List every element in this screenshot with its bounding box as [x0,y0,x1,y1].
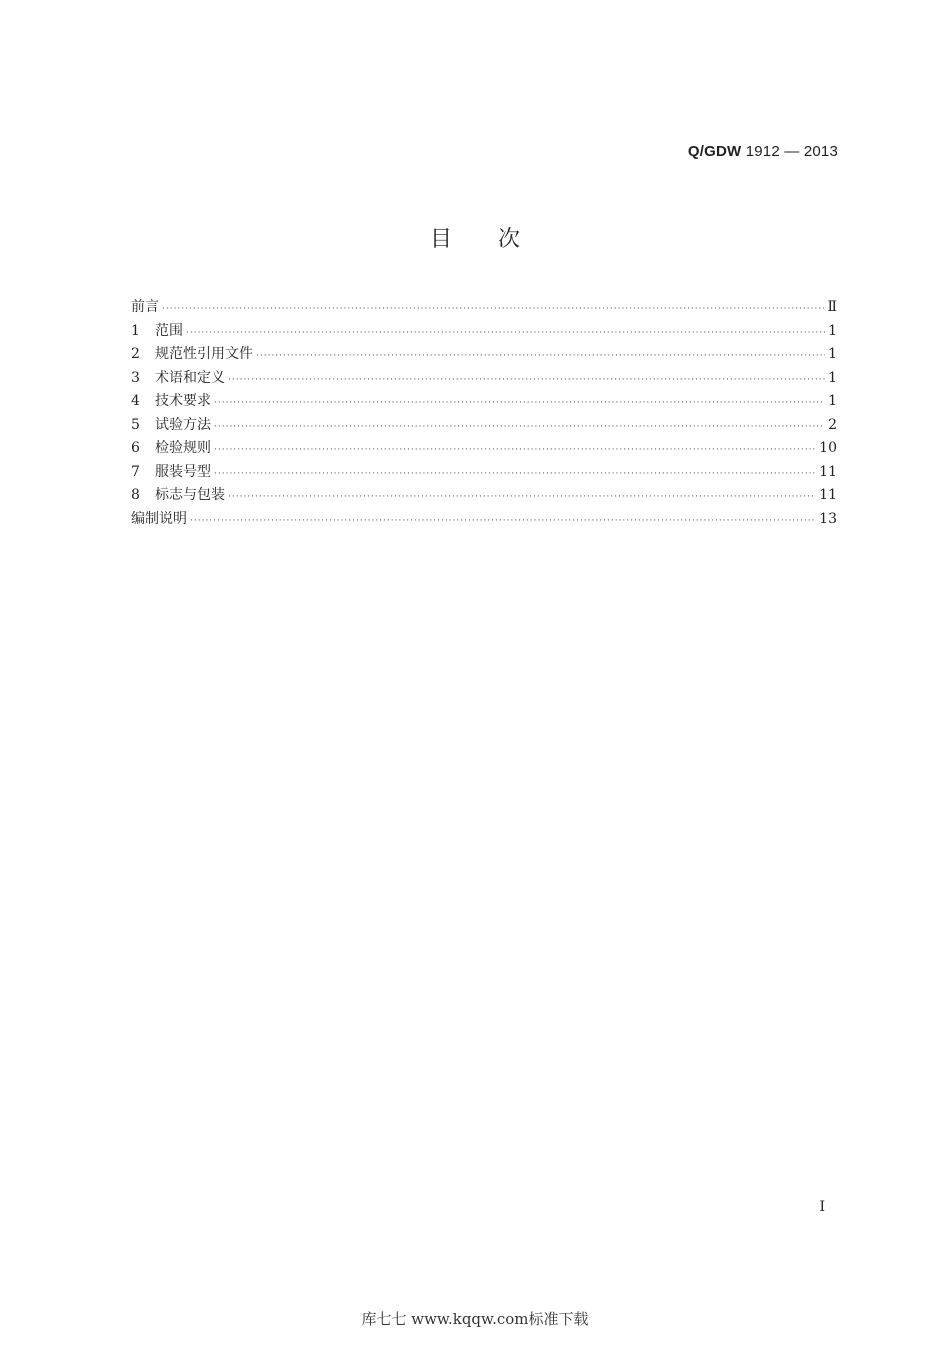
toc-item[interactable] [131,508,837,532]
page-number: I [819,1199,825,1215]
toc-item-page: 11 [819,487,837,503]
toc-item-page: 1 [828,369,837,386]
toc-item[interactable] [131,296,837,320]
toc-item-number: 3 [131,369,140,386]
toc-item[interactable] [131,437,837,461]
toc-leader-dots [190,510,816,534]
toc-item-page: 11 [819,463,837,480]
toc-item-page: 1 [828,393,837,409]
toc-item-number: 5 [131,416,140,433]
toc-item-page: 13 [819,510,837,527]
toc-item-page: Ⅱ [827,299,837,315]
toc-item[interactable] [131,484,837,508]
toc-item[interactable] [131,461,837,485]
toc-item-page: 1 [828,322,837,339]
toc-leader-dots [256,345,825,369]
toc-item[interactable] [131,390,837,414]
toc-item[interactable] [131,367,837,391]
document-code-number: 1912 — 2013 [741,143,838,160]
toc-item[interactable] [131,320,837,344]
toc-item-label: 服装号型 [155,463,211,480]
toc-leader-dots [228,369,825,393]
table-of-contents [131,296,837,531]
toc-leader-dots [214,463,816,487]
toc-item-number: 2 [131,346,140,362]
toc-item-label: 前言 [131,299,159,315]
toc-item-label: 术语和定义 [155,369,225,386]
toc-title: 目次 [429,227,566,252]
toc-item-page: 1 [828,346,837,362]
toc-item-label: 试验方法 [155,416,211,433]
toc-item-number: 1 [131,322,140,339]
toc-item-page: 2 [828,416,837,433]
toc-item-label: 标志与包装 [155,487,225,503]
document-code [688,143,838,160]
footer-watermark: 库七七 www.kqqw.com标准下载 [361,1310,589,1328]
toc-item-label: 编制说明 [131,510,187,527]
toc-item-number: 4 [131,393,140,409]
toc-leader-dots [228,486,816,510]
toc-leader-dots [186,322,825,346]
toc-item[interactable] [131,343,837,367]
toc-item-label: 检验规则 [155,440,211,456]
toc-leader-dots [214,439,816,463]
toc-item-label: 技术要求 [155,393,211,409]
toc-leader-dots [162,298,824,322]
toc-item-label: 规范性引用文件 [155,346,253,362]
toc-item-page: 10 [819,440,837,456]
toc-item-label: 范围 [155,322,183,339]
toc-leader-dots [214,392,825,416]
document-code-prefix: Q/GDW [687,143,742,160]
toc-item-number: 8 [131,487,140,503]
toc-item-number: 7 [131,463,140,480]
toc-leader-dots [214,416,825,440]
toc-item[interactable] [131,414,837,438]
toc-item-number: 6 [131,440,140,456]
